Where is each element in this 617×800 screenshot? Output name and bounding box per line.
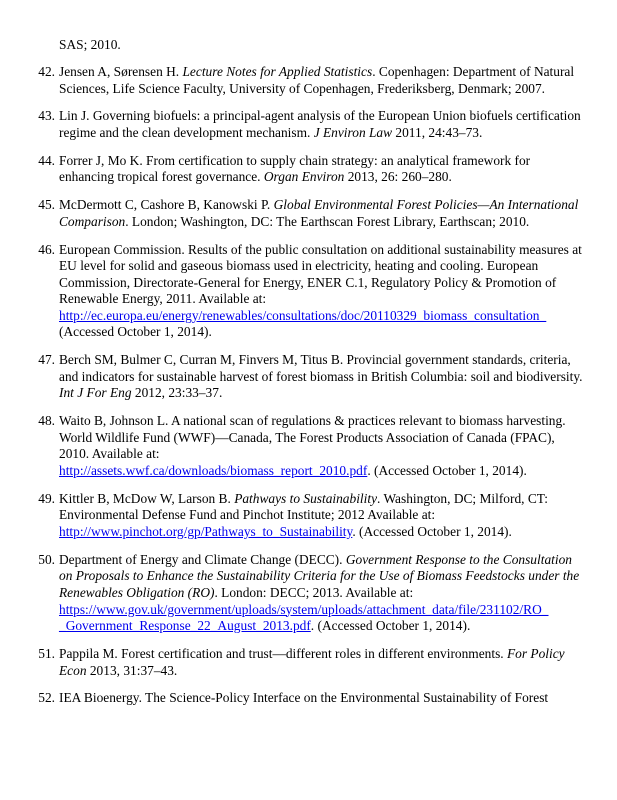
reference-41-continuation: SAS; 2010.	[59, 37, 121, 52]
reference-journal: For Policy Econ	[59, 645, 565, 678]
reference-number: 48.	[38, 413, 55, 429]
reference-link[interactable]: http://www.pinchot.org/gp/Pathways_to_Sustainability	[59, 523, 353, 539]
reference-45	[0, 197, 617, 230]
reference-text: Pappila M. Forest certification and trust—different roles in different environments.	[59, 645, 507, 661]
reference-number: 52.	[38, 690, 55, 706]
reference-43	[0, 108, 617, 141]
reference-50	[0, 552, 617, 635]
reference-text: Berch SM, Bulmer C, Curran M, Finvers M, Titus B. Provincial government standards, criteria, and indicators for sustainable harvest of forest biomass in British Columbia: soil and biodiversity.	[59, 352, 583, 384]
reference-44	[0, 153, 617, 186]
reference-number: 49.	[38, 490, 55, 506]
reference-text: European Commission. Results of the public consultation on additional sustainability measures at EU level for solid and gaseous biomass used in electricity, heating and cooling. European Commission, Directorate-General for Energy, ENER C.1, Regulatory Policy & Promotion of Renewable Energy, 2011. Available at:	[59, 241, 582, 307]
reference-text: Department of Energy and Climate Change (DECC).	[59, 551, 346, 567]
reference-text: Waito B, Johnson L. A national scan of regulations & practices relevant to biomass harvesting. World Wildlife Fund (WWF)—Canada, The Forest Products Association of Canada (FPAC), 2010. Available at:	[59, 413, 566, 462]
reference-link-continued[interactable]: _Government_Response_22_August_2013.pdf	[59, 618, 311, 634]
reference-journal: J Environ Law	[313, 124, 393, 140]
reference-title: Lecture Notes for Applied Statistics	[182, 64, 373, 79]
reference-number: 45.	[38, 197, 55, 213]
reference-link[interactable]: http://assets.wwf.ca/downloads/biomass_report_2010.pdf	[59, 463, 368, 478]
reference-text: 2013, 26: 260–280.	[344, 169, 452, 185]
reference-47	[0, 352, 617, 402]
reference-number: 47.	[38, 352, 55, 368]
reference-number: 51.	[38, 645, 55, 661]
reference-text: (Accessed October 1, 2014).	[59, 324, 212, 340]
reference-journal: Organ Environ	[263, 169, 345, 185]
reference-text: Forrer J, Mo K. From certification to supply chain strategy: an analytical framework for enhancing tropical forest governance.	[59, 152, 531, 185]
reference-46	[0, 242, 617, 342]
reference-text: Kittler B, McDow W, Larson B.	[59, 490, 235, 506]
reference-51	[0, 646, 617, 679]
reference-text: Jensen A, Sørensen H.	[59, 64, 183, 79]
reference-text: . (Accessed October 1, 2014).	[367, 463, 527, 478]
reference-title: Government Response to the Consultation on Proposals to Enhance the Sustainability Criteria for the Use of Biomass Feedstocks under the Renewables Obligation (RO)	[59, 551, 580, 600]
reference-text: . Washington, DC; Milford, CT: Environmental Defense Fund and Pinchot Institute; 2012 Available at:	[59, 490, 549, 523]
reference-text: IEA Bioenergy. The Science-Policy Interface on the Environmental Sustainability of Forest	[59, 690, 549, 706]
reference-number: 42.	[38, 64, 55, 79]
reference-42	[0, 64, 617, 97]
reference-48	[0, 413, 617, 479]
reference-link[interactable]: https://www.gov.uk/government/uploads/system/uploads/attachment_data/file/231102/RO_	[59, 601, 549, 617]
reference-text: Lin J. Governing biofuels: a principal-agent analysis of the European Union biofuels certification regime and the clean development mechanism.	[59, 108, 581, 140]
reference-number: 46.	[38, 241, 55, 257]
reference-text: . (Accessed October 1, 2014).	[352, 523, 512, 539]
reference-number: 44.	[38, 152, 55, 168]
reference-text: 2011, 24:43–73.	[392, 124, 483, 140]
reference-text: 2013, 31:37–43.	[86, 662, 178, 678]
reference-list	[0, 64, 617, 718]
reference-49	[0, 491, 617, 541]
reference-text: 2012, 23:33–37.	[131, 385, 223, 401]
reference-text: . Copenhagen: Department of Natural Sciences, Life Science Faculty, University of Copenhagen, Frederiksberg, Denmark; 2007.	[59, 64, 575, 96]
reference-number: 43.	[38, 108, 55, 124]
reference-52	[0, 690, 617, 707]
reference-link[interactable]: http://ec.europa.eu/energy/renewables/consultations/doc/20110329_biomass_consultation_	[59, 307, 547, 323]
reference-text: . (Accessed October 1, 2014).	[310, 618, 471, 634]
reference-title: Pathways to Sustainability	[234, 490, 378, 506]
reference-journal: Int J For Eng	[59, 385, 132, 401]
reference-text: McDermott C, Cashore B, Kanowski P.	[59, 197, 274, 213]
reference-title: Global Environmental Forest Policies—An International Comparison	[59, 197, 579, 229]
reference-text: . London: DECC; 2013. Available at:	[214, 584, 414, 600]
reference-text: . London; Washington, DC: The Earthscan Forest Library, Earthscan; 2010.	[125, 213, 530, 229]
reference-number: 50.	[38, 551, 55, 567]
